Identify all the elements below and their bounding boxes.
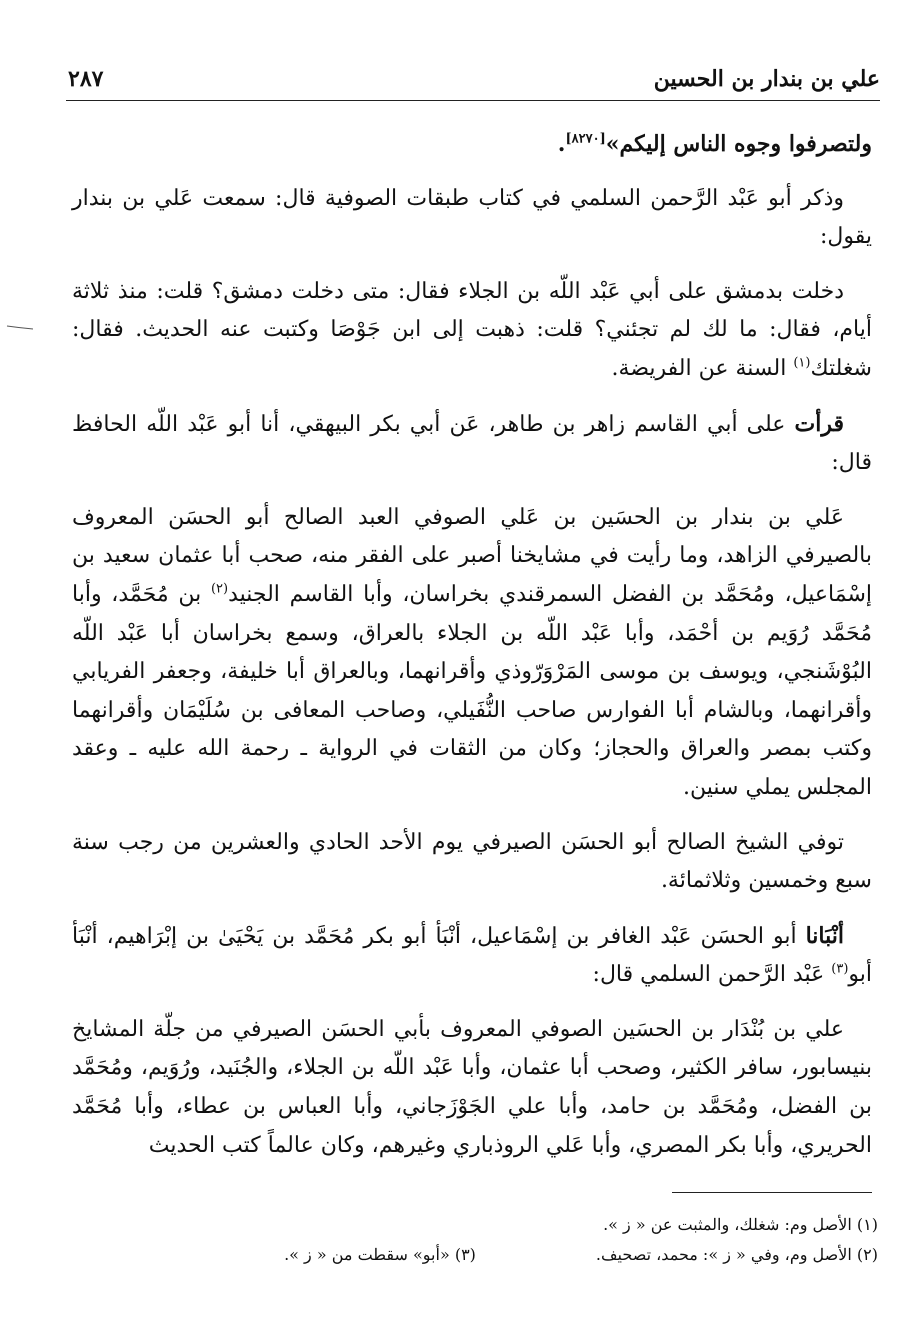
running-title: علي بن بندار بن الحسين bbox=[653, 66, 880, 92]
text-run: أبو الحسَن عَبْد الغافر بن إسْمَاعيل، أنْبَأ أبو بكر مُحَمَّد بن يَحْيَىٰ بن إبْرَاهيم، أنْبَأ أبو bbox=[72, 923, 872, 988]
paragraph-sulami-report: وذكر أبو عَبْد الرَّحمن السلمي في كتاب طبقات الصوفية قال: سمعت عَلي بن بندار يقول: bbox=[72, 185, 872, 250]
text-run: السنة عن الفريضة. bbox=[611, 355, 787, 381]
main-text bbox=[72, 125, 872, 1165]
paragraph-isnad-abd-al-ghafir bbox=[72, 917, 872, 995]
lead-word: قرأت bbox=[794, 410, 844, 437]
paragraph-biography-sulami: علي بن بُنْدَار بن الحسَين الصوفي المعروف بأبي الحسَن الصيرفي من جلّة المشايخ بنيسابور، سافر الكثير، وصحب أبا عثمان، وأبا عَبْد اللّه بن الجلاء، والجُنَيد، ورُوَيم، ومُحَمَّد بن الفضل، ومُحَمَّد بن حامد، وأبا علي الجَوْزَجاني، وأبا العباس بن عطاء، وأبا مُحَمَّد الحريري، وأبا بكر المصري، وأبا عَلي الروذباري وغيرهم، وكان عالماً كتب الحديث bbox=[72, 1016, 872, 1158]
page-number: ٢٨٧ bbox=[68, 66, 104, 92]
footnote-marker-2: (٢) bbox=[210, 581, 229, 597]
text-run: على أبي القاسم زاهر بن طاهر، عَن أبي بكر البيهقي، أنا أبو عَبْد اللّه الحافظ قال: bbox=[72, 411, 872, 476]
text-run: عَلي بن بندار بن الحسَين بن عَلي الصوفي العبد الصالح أبو الحسَن المعروف بالصيرفي الزاهد، وما رأيت في مشايخنا أصبر على الفقر منه، صحب أبا عثمان سعيد بن إسْمَاعيل، ومُحَمَّد بن الفضل السمرقندي بخراسان، وأبا القاسم الجنيد bbox=[72, 504, 873, 607]
footnote-marker-3: (٣) bbox=[831, 961, 849, 977]
paragraph-death-date: توفي الشيخ الصالح أبو الحسَن الصيرفي يوم الأحد الحادي والعشرين من رجب سنة سبع وخمسين وثلاثمائة. bbox=[72, 829, 872, 894]
footnote-marker-1: (١) bbox=[793, 355, 811, 371]
text-run: بن مُحَمَّد، وأبا مُحَمَّد رُوَيم بن أحْمَد، وأبا عَبْد اللّه بن الجلاء بالعراق، وسمع بخراسان أبا عَبْد اللّه البُوْشَنجي، ويوسف بن موسى المَرْوَرّوذي وأقرانهما، وبالعراق أبا خليفة، وجعفر الفريابي وأقرانهما، وبالشام أبا الفوارس صاحب النُّفَيلي، وصاحب المعافى بن سُلَيْمَان وأقرانهما وكتب بمصر والعراق والحجاز؛ وكان من الثقات في الرواية ـ رحمة الله عليه ـ وعقد المجلس يملي سنين. bbox=[72, 581, 872, 800]
paragraph-biography-hakim bbox=[72, 499, 872, 808]
text-run: عَبْد الرَّحمن السلمي قال: bbox=[592, 962, 825, 988]
margin-pen-mark bbox=[6, 324, 34, 330]
paragraph-quote-end bbox=[72, 125, 872, 164]
text-run: دخلت بدمشق على أبي عَبْد اللّه بن الجلاء فقال: متى دخلت دمشق؟ قلت: منذ ثلاثة أيام، فقال: ما لك لم تجئني؟ قلت: ذهبت إلى ابن جَوْصَا وكتبت عنه الحديث. فقال: شغلتك bbox=[72, 278, 872, 381]
footnote-row bbox=[72, 1240, 878, 1270]
footnote-1: (١) الأصل وم: شغلك، والمثبت عن « ز ». bbox=[603, 1215, 878, 1234]
footnotes bbox=[72, 1210, 878, 1270]
paragraph-isnad-bayhaqi bbox=[72, 405, 872, 483]
lead-word: أنْبَانا bbox=[805, 922, 844, 949]
paragraph-damascus-account bbox=[72, 273, 872, 389]
footnote-3: (٣) «أبو» سقطت من « ز ». bbox=[284, 1245, 476, 1264]
footnote-2: (٢) الأصل وم، وفي « ز »: محمد، تصحيف. bbox=[595, 1245, 878, 1264]
note-reference: [٨٢٧٠] bbox=[565, 131, 606, 147]
quote-end: . bbox=[557, 131, 566, 157]
footnote-separator bbox=[672, 1192, 872, 1193]
quote-text: ولتصرفوا وجوه الناس إليكم» bbox=[605, 131, 872, 157]
page-header bbox=[66, 60, 880, 101]
